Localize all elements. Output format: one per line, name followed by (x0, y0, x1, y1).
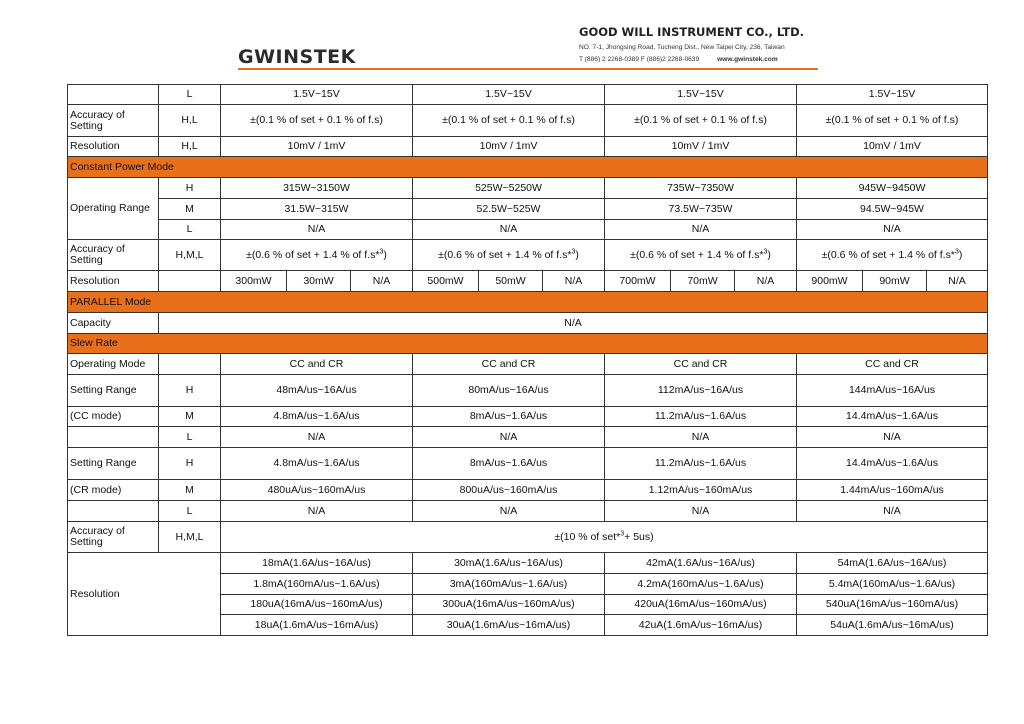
value-cell: 18mA(1.6A/us~16A/us) (221, 553, 413, 574)
section-header (68, 157, 988, 178)
section-header (68, 334, 988, 354)
table-row (68, 480, 988, 501)
row-label: (CC mode) (68, 407, 159, 427)
value-cell: N/A (221, 220, 413, 240)
value-cell: 500mW (413, 271, 479, 292)
footnote-mark: 3 (954, 248, 959, 255)
accuracy-close: ) (575, 248, 579, 261)
accuracy-text: ±(0.6 % of set + 1.4 % of f.s* (821, 248, 955, 261)
accuracy-text: ±(10 % of set* (554, 530, 621, 543)
range-cell: H (159, 448, 221, 480)
table-row (68, 178, 988, 199)
accuracy-text: ±(0.6 % of set + 1.4 % of f.s* (630, 248, 764, 261)
value-cell: 30uA(1.6mA/us~16mA/us) (413, 615, 605, 636)
row-label: Setting Range (68, 375, 159, 407)
value-cell: 8mA/us~1.6A/us (413, 407, 605, 427)
value-cell: 80mA/us~16A/us (413, 375, 605, 407)
value-cell: N/A (797, 220, 988, 240)
table-row (68, 240, 988, 271)
row-label: (CR mode) (68, 480, 159, 501)
range-cell: M (159, 407, 221, 427)
value-cell: N/A (413, 427, 605, 448)
header-rule (238, 68, 818, 70)
range-cell: H,M,L (159, 240, 221, 271)
table-row (68, 85, 988, 105)
value-cell: ±(0.1 % of set + 0.1 % of f.s) (605, 105, 797, 137)
empty-cell (68, 501, 159, 522)
range-cell: L (159, 85, 221, 105)
value-cell: 94.5W~945W (797, 199, 988, 220)
value-cell: N/A (413, 220, 605, 240)
row-label: Resolution (68, 553, 221, 636)
value-cell: 735W~7350W (605, 178, 797, 199)
value-cell: 1.44mA/us~160mA/us (797, 480, 988, 501)
value-cell: 900mW (797, 271, 863, 292)
table-row (68, 553, 988, 574)
row-label: Resolution (68, 137, 159, 157)
value-cell: 4.8mA/us~1.6A/us (221, 407, 413, 427)
accuracy-text: ±(0.6 % of set + 1.4 % of f.s* (438, 248, 572, 261)
value-cell: 30mW (287, 271, 351, 292)
value-cell: N/A (159, 313, 988, 334)
value-cell: 42uA(1.6mA/us~16mA/us) (605, 615, 797, 636)
section-title: Constant Power Mode (68, 157, 988, 178)
value-cell (221, 522, 988, 553)
value-cell: N/A (605, 427, 797, 448)
empty-cell (159, 354, 221, 375)
value-cell: N/A (927, 271, 988, 292)
value-cell: CC and CR (221, 354, 413, 375)
gwinstek-logo: GWINSTEK (238, 46, 356, 68)
value-cell: 945W~9450W (797, 178, 988, 199)
table-row (68, 354, 988, 375)
value-cell: 420uA(16mA/us~160mA/us) (605, 595, 797, 615)
value-cell: 52.5W~525W (413, 199, 605, 220)
range-cell: H (159, 178, 221, 199)
value-cell: 50mW (479, 271, 543, 292)
value-cell: 1.12mA/us~160mA/us (605, 480, 797, 501)
value-cell (797, 240, 988, 271)
value-cell: N/A (351, 271, 413, 292)
value-cell: N/A (605, 220, 797, 240)
table-row (68, 313, 988, 334)
range-cell: L (159, 501, 221, 522)
value-cell: 112mA/us~16A/us (605, 375, 797, 407)
section-title: Slew Rate (68, 334, 988, 354)
value-cell: 525W~5250W (413, 178, 605, 199)
value-cell (221, 240, 413, 271)
value-cell: 73.5W~735W (605, 199, 797, 220)
section-header (68, 292, 988, 313)
value-cell: N/A (221, 427, 413, 448)
row-label: Accuracy of Setting (68, 522, 159, 553)
value-cell: 1.5V~15V (797, 85, 988, 105)
value-cell: 800uA/us~160mA/us (413, 480, 605, 501)
value-cell: 14.4mA/us~1.6A/us (797, 407, 988, 427)
value-cell: N/A (543, 271, 605, 292)
footnote-mark: 3 (571, 248, 576, 255)
value-cell: 31.5W~315W (221, 199, 413, 220)
value-cell: 10mV / 1mV (221, 137, 413, 157)
value-cell: 4.8mA/us~1.6A/us (221, 448, 413, 480)
value-cell: N/A (413, 501, 605, 522)
table-row (68, 522, 988, 553)
table-row (68, 199, 988, 220)
table-row (68, 137, 988, 157)
value-cell: 30mA(1.6A/us~16A/us) (413, 553, 605, 574)
value-cell: 42mA(1.6A/us~16A/us) (605, 553, 797, 574)
table-row (68, 271, 988, 292)
table-row (68, 220, 988, 240)
value-cell: 90mW (863, 271, 927, 292)
value-cell: 1.5V~15V (221, 85, 413, 105)
row-label: Accuracy of Setting (68, 240, 159, 271)
table-row (68, 501, 988, 522)
table-row (68, 427, 988, 448)
accuracy-close: ) (958, 248, 963, 261)
value-cell: 1.5V~15V (605, 85, 797, 105)
value-cell: CC and CR (797, 354, 988, 375)
footnote-mark: 3 (620, 530, 625, 537)
table-row (68, 375, 988, 407)
accuracy-tail: + 5us) (624, 530, 654, 543)
value-cell: 18uA(1.6mA/us~16mA/us) (221, 615, 413, 636)
value-cell: 70mW (671, 271, 735, 292)
row-label: Resolution (68, 271, 159, 292)
value-cell: 700mW (605, 271, 671, 292)
company-address: NO. 7-1, Jhongsing Road, Tucheng Dist., New Taipei City, 236, Taiwan (579, 44, 785, 51)
value-cell: 300mW (221, 271, 287, 292)
value-cell: 14.4mA/us~1.6A/us (797, 448, 988, 480)
range-cell: L (159, 427, 221, 448)
value-cell: N/A (797, 427, 988, 448)
empty-cell (68, 85, 159, 105)
spec-table (67, 84, 988, 636)
row-label: Setting Range (68, 448, 159, 480)
empty-cell (68, 427, 159, 448)
value-cell: CC and CR (605, 354, 797, 375)
value-cell: 54uA(1.6mA/us~16mA/us) (797, 615, 988, 636)
phone-fax: T (886) 2 2268-0389 F (886)2 2268-0639 (579, 56, 700, 63)
range-cell: H,M,L (159, 522, 221, 553)
value-cell: 10mV / 1mV (797, 137, 988, 157)
footnote-mark: 3 (763, 248, 768, 255)
value-cell (413, 240, 605, 271)
value-cell: 1.8mA(160mA/us~1.6A/us) (221, 574, 413, 595)
company-info (579, 25, 819, 63)
row-label: Operating Range (68, 178, 159, 240)
value-cell: N/A (221, 501, 413, 522)
accuracy-close: ) (767, 248, 771, 261)
footnote-mark: 3 (379, 248, 384, 255)
range-cell: H (159, 375, 221, 407)
value-cell: N/A (735, 271, 797, 292)
value-cell: CC and CR (413, 354, 605, 375)
range-cell: H,L (159, 105, 221, 137)
range-cell: M (159, 199, 221, 220)
row-label: Operating Mode (68, 354, 159, 375)
value-cell: ±(0.1 % of set + 0.1 % of f.s) (221, 105, 413, 137)
row-label: Accuracy of Setting (68, 105, 159, 137)
accuracy-text: ±(0.6 % of set + 1.4 % of f.s* (246, 248, 380, 261)
website-link[interactable]: www.gwinstek.com (717, 56, 778, 63)
empty-cell (159, 271, 221, 292)
value-cell: 5.4mA(160mA/us~1.6A/us) (797, 574, 988, 595)
value-cell: 480uA/us~160mA/us (221, 480, 413, 501)
value-cell: 180uA(16mA/us~160mA/us) (221, 595, 413, 615)
value-cell (605, 240, 797, 271)
range-cell: H,L (159, 137, 221, 157)
value-cell: 10mV / 1mV (413, 137, 605, 157)
value-cell: 11.2mA/us~1.6A/us (605, 448, 797, 480)
value-cell: 54mA(1.6A/us~16A/us) (797, 553, 988, 574)
table-row (68, 105, 988, 137)
value-cell: 540uA(16mA/us~160mA/us) (797, 595, 988, 615)
value-cell: 3mA(160mA/us~1.6A/us) (413, 574, 605, 595)
value-cell: 4.2mA(160mA/us~1.6A/us) (605, 574, 797, 595)
value-cell: 1.5V~15V (413, 85, 605, 105)
company-name: GOOD WILL INSTRUMENT CO., LTD. (579, 25, 805, 39)
value-cell: ±(0.1 % of set + 0.1 % of f.s) (413, 105, 605, 137)
value-cell: 48mA/us~16A/us (221, 375, 413, 407)
value-cell: ±(0.1 % of set + 0.1 % of f.s) (797, 105, 988, 137)
value-cell: 144mA/us~16A/us (797, 375, 988, 407)
section-title: PARALLEL Mode (68, 292, 988, 313)
value-cell: N/A (605, 501, 797, 522)
company-contact (579, 56, 819, 63)
row-label: Capacity (68, 313, 159, 334)
accuracy-close: ) (383, 248, 387, 261)
value-cell: 8mA/us~1.6A/us (413, 448, 605, 480)
value-cell: 315W~3150W (221, 178, 413, 199)
value-cell: 11.2mA/us~1.6A/us (605, 407, 797, 427)
table-row (68, 407, 988, 427)
value-cell: N/A (797, 501, 988, 522)
value-cell: 10mV / 1mV (605, 137, 797, 157)
range-cell: L (159, 220, 221, 240)
range-cell: M (159, 480, 221, 501)
value-cell: 300uA(16mA/us~160mA/us) (413, 595, 605, 615)
table-row (68, 448, 988, 480)
